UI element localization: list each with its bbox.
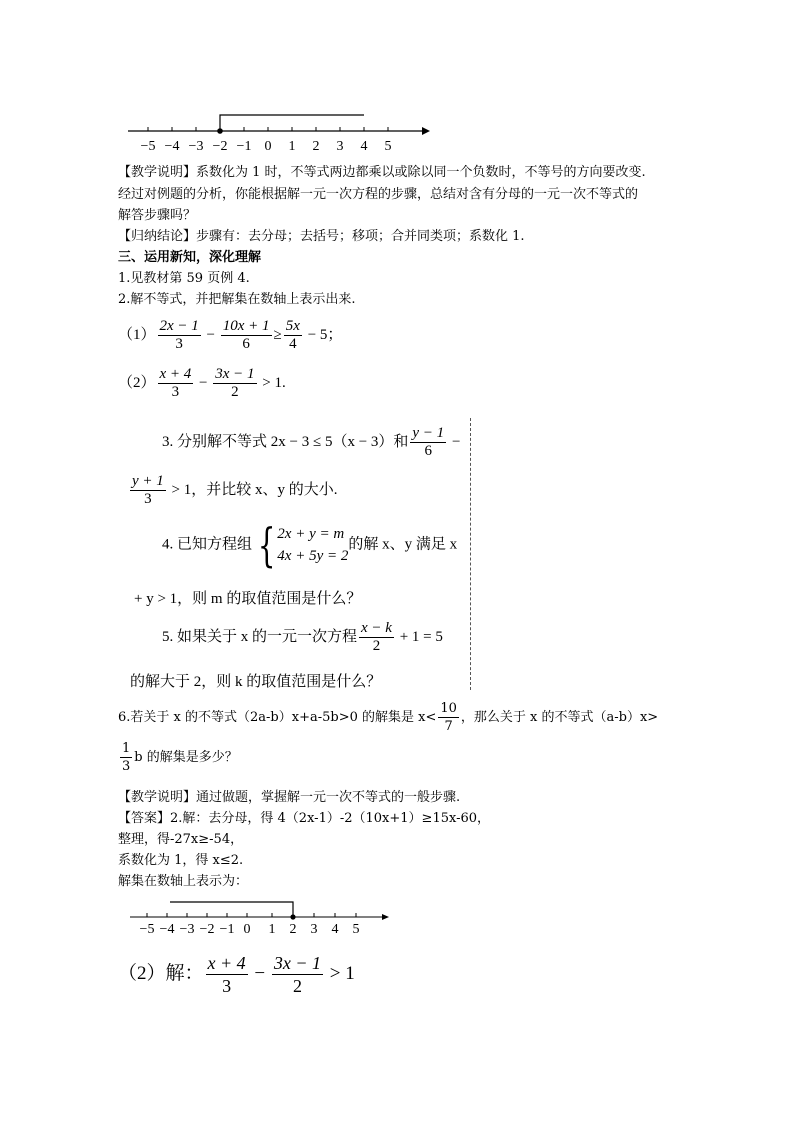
tick-label: 4 (331, 922, 339, 937)
problem-6-line-2: $\frac{1}{3}$ b 的解集是多少？ (122, 741, 238, 774)
solid-point (217, 128, 223, 134)
tick-label: 3 (310, 922, 318, 937)
axis-ticks (148, 127, 388, 131)
conclusion: 【归纳结论】步骤有：去分母；去括号；移项；合并同类项；系数化 1. (118, 229, 525, 244)
fraction: $\frac{1}{3}$ (122, 741, 131, 774)
tick-label: −3 (188, 139, 204, 154)
fraction: $\frac{5x}{4}$ (285, 318, 300, 352)
axis-arrow (382, 914, 389, 920)
solution-2: （2）解： $\frac{x + 4}{3}$ − $\frac{3x - 1}{2}$ > 1 (118, 953, 355, 996)
fraction: $\frac{x + 4}{3}$ (159, 366, 192, 400)
tick-label: 5 (384, 139, 392, 154)
problem-3-line-1: 3. 分别解不等式 2x − 3 ≤ 5（x − 3）和 $\frac{y - 1}{6}$ − (162, 425, 461, 459)
number-line-1 (122, 108, 442, 158)
tick-label: −5 (140, 139, 156, 154)
tick-label: 1 (268, 922, 276, 937)
fraction: $\frac{x - k}{2}$ (361, 620, 392, 654)
tick-labels (141, 139, 392, 154)
equation-system: 2x + y = m 4x + 5y = 2 (277, 526, 349, 564)
tick-label: 5 (352, 922, 360, 937)
fraction: $\frac{y + 1}{3}$ (132, 473, 164, 507)
problem-4-line-2: + y > 1，则 m 的取值范围是什么？ (134, 591, 362, 607)
problem-3-line-2: $\frac{y + 1}{3}$ > 1，并比较 x、y 的大小. (132, 473, 338, 507)
scan-dashed-divider (470, 418, 471, 690)
problem-5-line-1: 5. 如果关于 x 的一元一次方程 $\frac{x - k}{2}$ + 1 = 5 (162, 620, 443, 654)
teaching-note-1: 【教学说明】系数化为 1 时，不等式两边都乘以或除以同一个负数时，不等号的方向要改变. (118, 165, 646, 180)
tick-label: 2 (289, 922, 297, 937)
tick-label: 4 (360, 139, 368, 154)
problem-6-line-1: 6.若关于 x 的不等式（2a-b）x+a-5b>0 的解集是 x< $\frac{10}{7}$ ，那么关于 x 的不等式（a-b）x> (118, 701, 659, 734)
inequality-2: （2） $\frac{x + 4}{3}$ − $\frac{3x - 1}{2}$ > 1. (118, 366, 286, 400)
axis-ticks (147, 913, 356, 917)
item-2: 2.解不等式，并把解集在数轴上表示出来. (118, 292, 356, 307)
tick-label: −3 (179, 922, 195, 937)
answer-line-1: 【答案】2.解：去分母，得 4（2x-1）-2（10x+1）≥15x-60， (118, 811, 491, 826)
fraction: $\frac{3x - 1}{2}$ (215, 366, 255, 400)
answer-line-4: 解集在数轴上表示为： (118, 874, 249, 889)
tick-label: 3 (336, 139, 344, 154)
fraction: $\frac{10}{7}$ (440, 701, 457, 734)
fraction: $\frac{2x - 1}{3}$ (159, 318, 199, 352)
item-1: 1.见教材第 59 页例 4. (118, 271, 250, 286)
tick-label: −1 (219, 922, 235, 937)
fraction: $\frac{10x + 1}{6}$ (222, 318, 270, 352)
answer-line-2: 整理，得-27x≥-54， (118, 832, 244, 847)
problem-4-line-1: 4. 已知方程组 { 2x + y = m 4x + 5y = 2 的解 x、y 满足 x (162, 518, 458, 572)
tick-label: 0 (264, 139, 272, 154)
tick-label: −4 (164, 139, 180, 154)
solution-bracket (170, 902, 293, 917)
fraction: $\frac{x + 4}{3}$ (207, 953, 246, 996)
tick-label: −4 (159, 922, 175, 937)
problem-5-line-2: 的解大于 2，则 k 的取值范围是什么？ (130, 674, 382, 690)
fraction: $\frac{3x - 1}{2}$ (273, 953, 322, 996)
tick-labels (140, 922, 360, 937)
axis-arrow (422, 127, 430, 135)
tick-label: 0 (243, 922, 251, 937)
number-line-2 (124, 895, 404, 939)
inequality-1: （1） $\frac{2x - 1}{3}$ − $\frac{10x + 1}{6}$ ≥ $\frac{5x}{4}$ − 5； (118, 318, 343, 352)
tick-label: −5 (139, 922, 155, 937)
question-line-1: 经过对例题的分析，你能根据解一元一次方程的步骤，总结对含有分母的一元一次不等式的 (118, 187, 639, 202)
answer-line-3: 系数化为 1，得 x≤2. (118, 853, 244, 868)
question-line-2: 解答步骤吗？ (118, 208, 197, 223)
section-heading: 三、运用新知，深化理解 (118, 250, 262, 265)
tick-label: 2 (312, 139, 320, 154)
fraction: $\frac{y - 1}{6}$ (412, 425, 445, 459)
tick-label: −2 (212, 139, 228, 154)
tick-label: −2 (199, 922, 215, 937)
tick-label: 1 (288, 139, 296, 154)
tick-label: −1 (236, 139, 252, 154)
brace-icon: { (257, 518, 276, 572)
teaching-note-2: 【教学说明】通过做题，掌握解一元一次不等式的一般步骤. (118, 790, 461, 805)
solid-point (290, 914, 295, 919)
